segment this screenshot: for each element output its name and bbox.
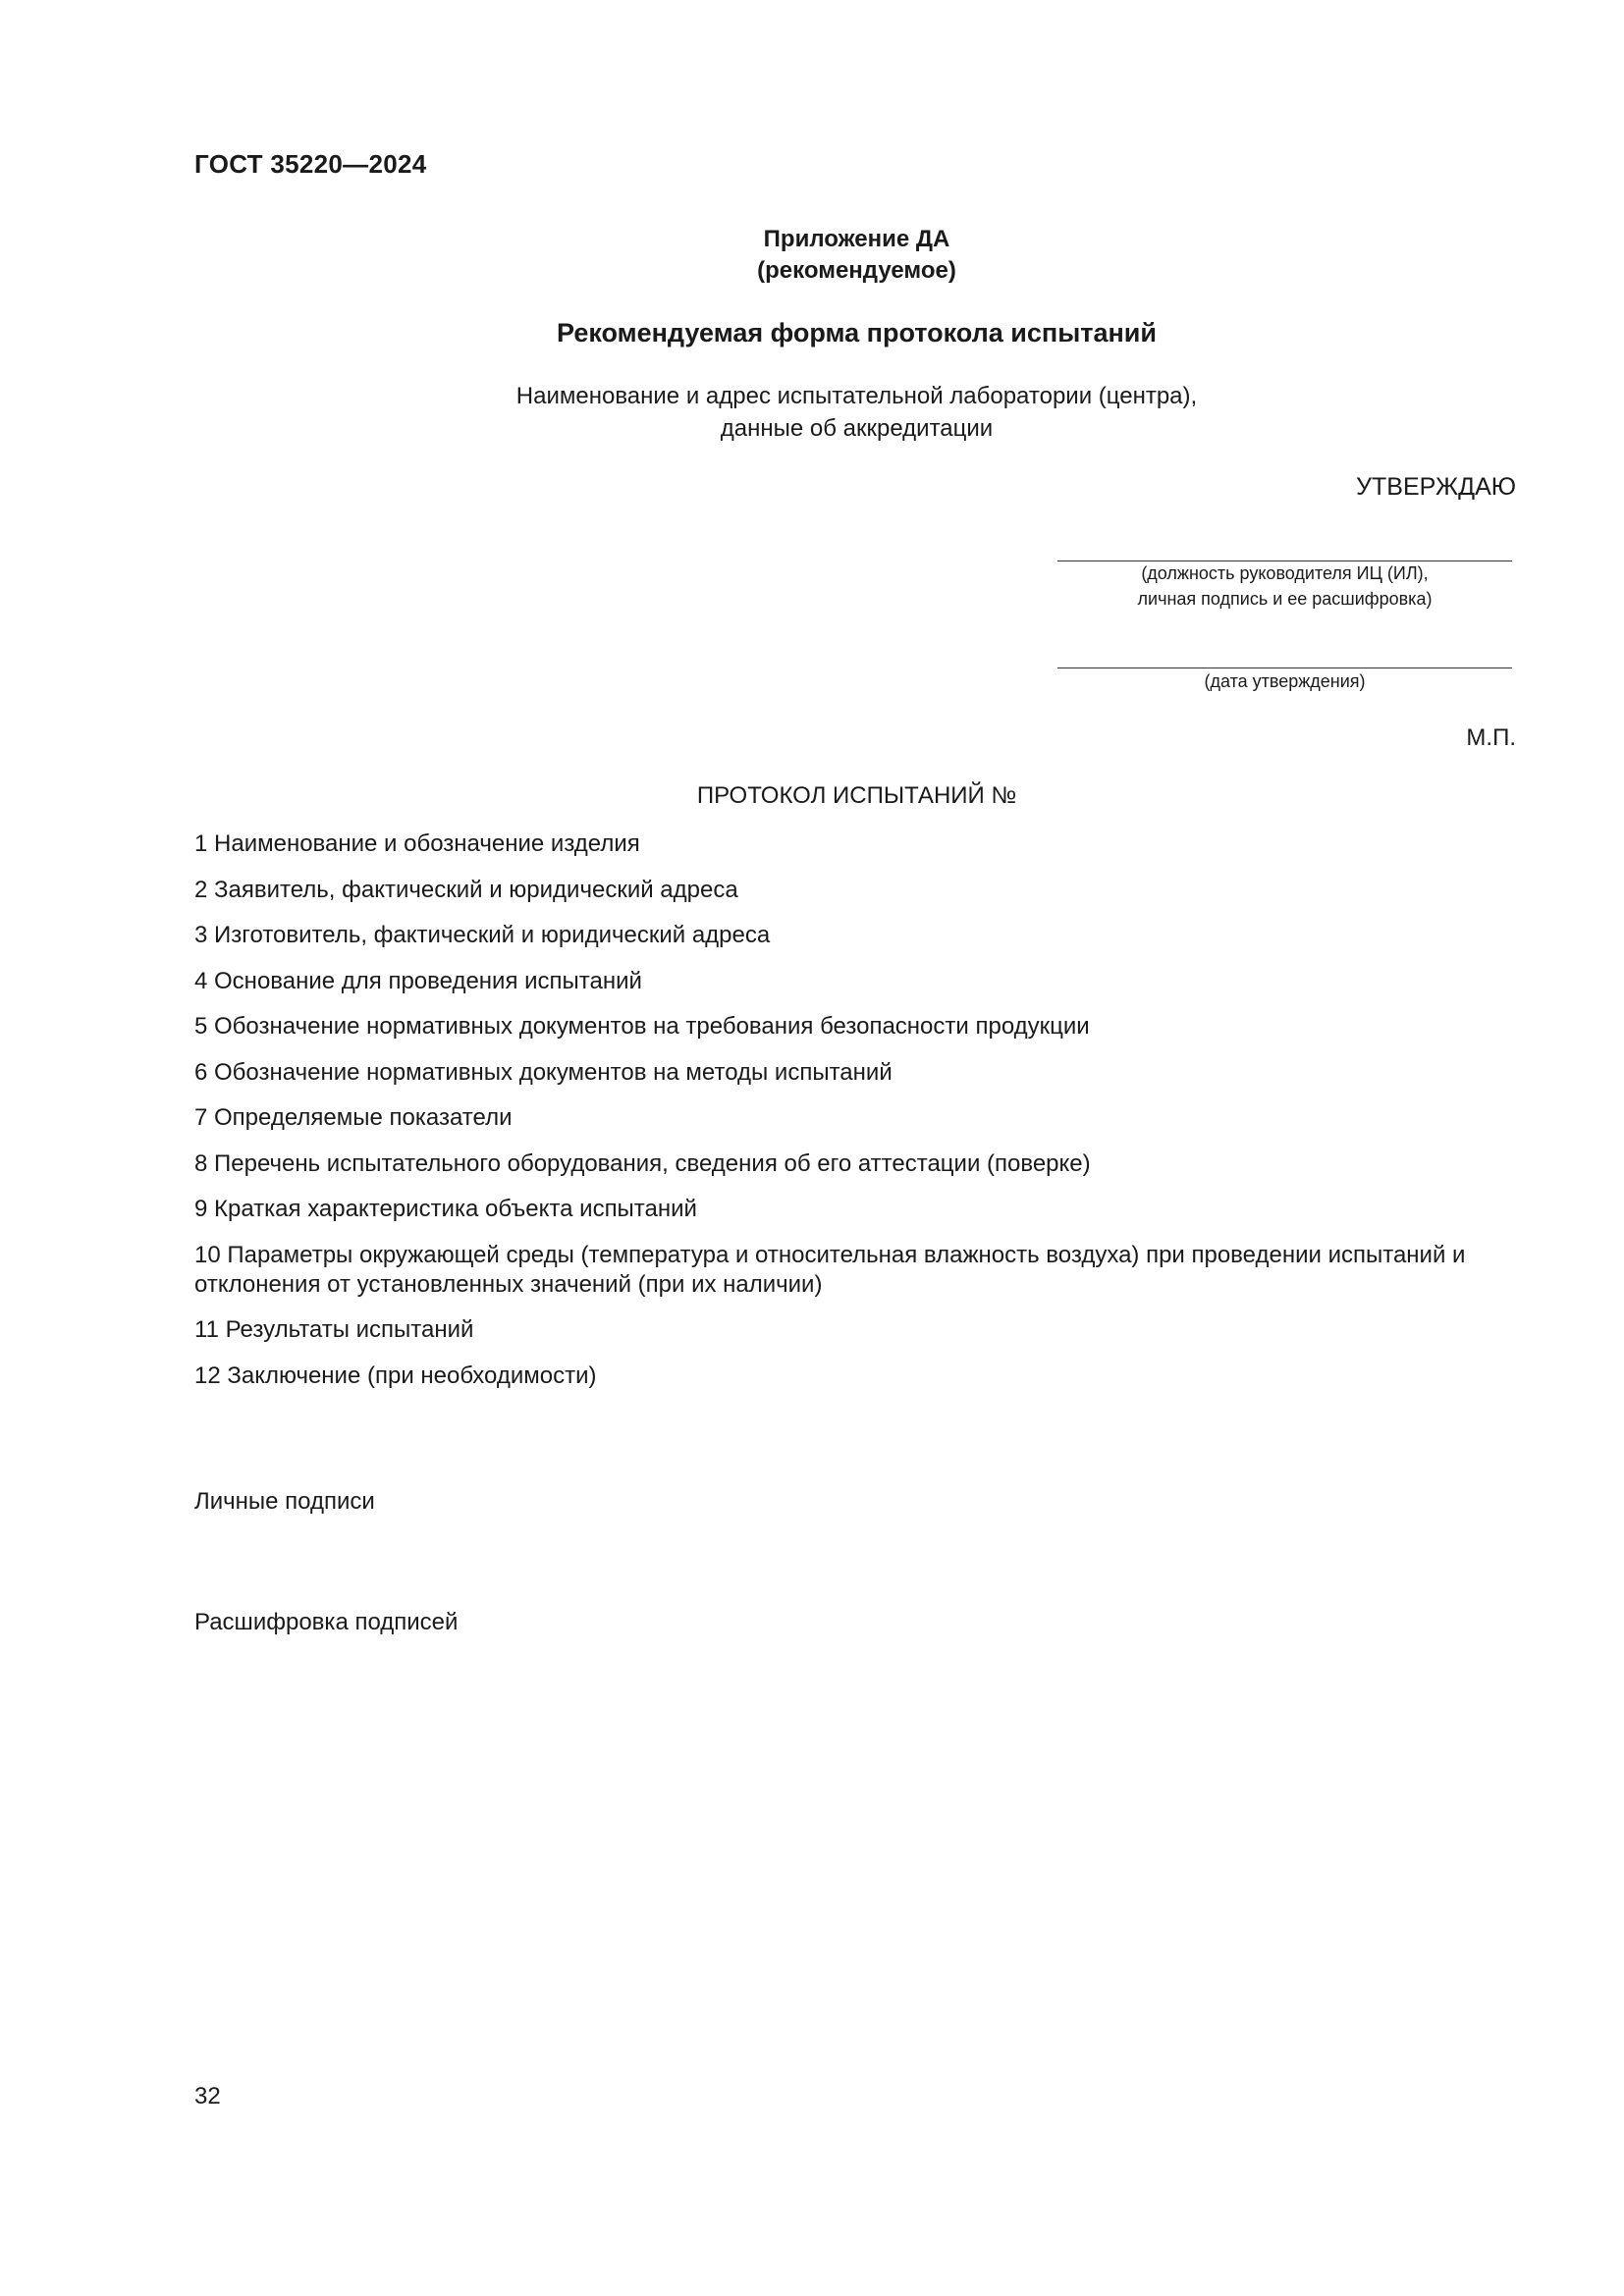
page-number: 32: [194, 2083, 221, 2109]
lab-info-line-1: Наименование и адрес испытательной лаборатории (центра),: [515, 383, 1198, 409]
personal-signatures-label: Личные подписи: [194, 1488, 375, 1515]
signature-decoding-label: Расшифровка подписей: [194, 1609, 459, 1635]
date-caption: (дата утверждения): [1204, 671, 1366, 691]
list-item: 2 Заявитель, фактический и юридический адреса: [194, 876, 738, 903]
list-item: 5 Обозначение нормативных документов на требования безопасности продукции: [194, 1013, 1090, 1040]
list-item: 3 Изготовитель, фактический и юридический адреса: [194, 922, 771, 948]
position-caption-line-1: (должность руководителя ИЦ (ИЛ),: [1141, 563, 1429, 583]
approve-label: УТВЕРЖДАЮ: [1356, 473, 1516, 501]
document-code: ГОСТ 35220—2024: [194, 149, 427, 179]
stamp-place-label: М.П.: [1466, 724, 1516, 751]
list-item: 1 Наименование и обозначение изделия: [194, 830, 640, 857]
list-item: 8 Перечень испытательного оборудования, сведения об его аттестации (поверке): [194, 1149, 1091, 1177]
lab-info-line-2: данные об аккредитации: [720, 415, 994, 442]
date-signature-line: [1057, 667, 1512, 668]
list-item: 9 Краткая характеристика объекта испытаний: [194, 1196, 697, 1222]
list-item: 7 Определяемые показатели: [194, 1104, 513, 1131]
position-caption-line-2: личная подпись и ее расшифровка): [1137, 589, 1433, 609]
list-item: 4 Основание для проведения испытаний: [194, 967, 642, 994]
appendix-title: Приложение ДА: [763, 226, 950, 252]
list-item: 6 Обозначение нормативных документов на методы испытаний: [194, 1058, 893, 1086]
list-item: 10 Параметры окружающей среды (температура и относительная влажность воздуха) при проведении испытаний и отклонения от установленных значений (при их наличии): [194, 1241, 1466, 1298]
form-title: Рекомендуемая форма протокола испытаний: [556, 318, 1157, 347]
protocol-title: ПРОТОКОЛ ИСПЫТАНИЙ №: [696, 782, 1017, 809]
list-item: 11 Результаты испытаний: [194, 1316, 474, 1343]
appendix-status: (рекомендуемое): [757, 257, 956, 284]
list-item: 12 Заключение (при необходимости): [194, 1362, 597, 1389]
protocol-items-list: [194, 829, 1520, 1407]
